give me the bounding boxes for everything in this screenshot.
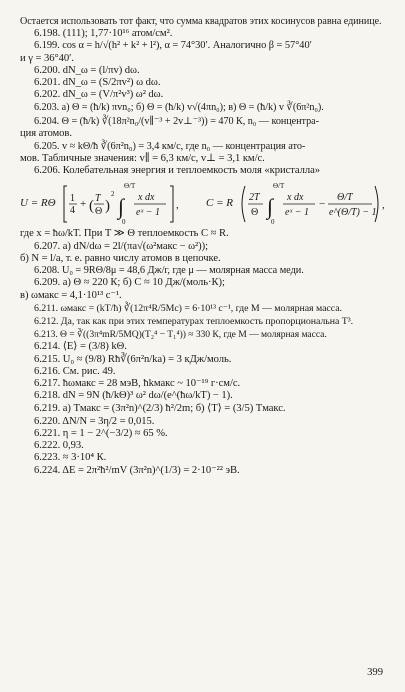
formula-quarter-den: 4: [70, 204, 75, 216]
formula-square: 2: [111, 189, 115, 198]
page-number: 399: [367, 667, 383, 678]
answer-6-214: 6.214. ⟨E⟩ = (3/8) kΘ.: [34, 341, 127, 353]
answer-6-208: 6.208. U₀ = 9RΘ/8μ = 48,6 Дж/г, где μ — молярная масса меди.: [34, 265, 304, 277]
answer-6-220: 6.220. ΔN/N = 3η/2 = 0,015.: [34, 415, 155, 427]
formula-t: T: [95, 192, 101, 204]
formula-integral-2: ∫: [267, 193, 274, 219]
answer-6-222: 6.222. 0,93.: [34, 440, 84, 452]
formula-6-206: [20, 180, 391, 226]
formula-int1-upper: Θ/T: [124, 181, 136, 190]
answer-6-216: 6.216. См. рис. 49.: [34, 365, 116, 377]
formula-comma-2: ,: [382, 198, 385, 211]
answer-6-198: 6.198. (111); 1,77·10¹⁶ атом/см².: [34, 28, 173, 40]
answer-6-199: 6.199. cos α = h/√(h² + k² + l²), α = 74°30′. Аналогично β = 57°40′: [34, 40, 312, 52]
answer-6-206-cont: где x = ħω/kT. При T ≫ Θ теплоемкость C ≈ R.: [20, 227, 229, 239]
answer-6-203: 6.203. а) Θ = (ħ/k) πvn₀; б) Θ = (ħ/k) v√(4πn₀); в) Θ = (ħ/k) v ∛(6π²n₀).: [34, 102, 324, 114]
formula-quarter-num: 1: [70, 192, 75, 204]
answer-6-200: 6.200. dN_ω = (l/πv) dω.: [34, 64, 140, 76]
formula-plus: +: [80, 197, 87, 210]
formula-minus: −: [319, 197, 326, 210]
formula-two-t: 2T: [249, 191, 260, 203]
formula-integrand1-den: eˣ − 1: [136, 206, 161, 218]
answer-6-209-c: в) ωмакс = 4,1·10¹³ с⁻¹.: [20, 289, 122, 301]
answer-6-224: 6.224. ΔE = 2π²ħ²/mV (3π²n)^(1/3) = 2·10⁻²² эВ.: [34, 464, 240, 476]
answer-6-215: 6.215. U₀ ≈ (9/8) Rħ∛(6π²n/ka) = 3 кДж/моль.: [34, 353, 232, 365]
formula-theta: Θ: [95, 205, 103, 217]
answer-6-211: 6.211. ωмакс = (kT/ħ) ∛(12π⁴R/5Mc) = 6·10¹³ с⁻¹, где M — молярная масса.: [34, 302, 342, 314]
formula-integrand1-num: x dx: [138, 191, 155, 203]
answer-6-204: 6.204. Θ = (ħ/k) ∛(18π²n₀/(v∥⁻³ + 2v⊥⁻³)) = 470 К, n₀ — концентра-: [34, 115, 319, 127]
answer-6-202: 6.202. dN_ω = (V/π²v³) ω² dω.: [34, 89, 164, 101]
answer-6-221: 6.221. η = 1 − 2^(−3/2) ≈ 65 %.: [34, 427, 168, 439]
formula-theta-2: Θ: [251, 206, 259, 218]
answer-6-199-cont: и γ = 36°40′.: [20, 52, 75, 64]
formula-int2-lower: 0: [271, 217, 275, 226]
formula-int1-lower: 0: [122, 217, 126, 226]
answer-6-219: 6.219. а) Tмакс = (3π²n)^(2/3) ħ²/2m; б) ⟨T⟩ = (3/5) Tмакс.: [34, 403, 286, 415]
formula-u-lhs: U = RΘ: [20, 196, 56, 209]
answer-6-209: 6.209. а) Θ ≈ 220 К; б) C ≈ 10 Дж/(моль·К);: [34, 277, 225, 289]
formula-c-lhs: C = R: [206, 196, 233, 209]
answer-6-213: 6.213. Θ = ∛((3π⁴mR/5MQ)(T₂⁴ − T₁⁴)) ≈ 330 К, где M — молярная масса.: [34, 329, 327, 341]
formula-frac2-num: Θ/T: [337, 191, 353, 203]
answer-6-207-b: б) N = l/a, т. е. равно числу атомов в цепочке.: [20, 253, 221, 265]
answer-6-204-cont: ция атомов.: [20, 127, 72, 139]
answer-6-223: 6.223. ≈ 3·10⁴ К.: [34, 452, 107, 464]
text-line-continuation: Остается использовать тот факт, что сумма квадратов этих косинусов равна единице.: [20, 16, 382, 27]
formula-frac2-den: e^(Θ/T) − 1: [329, 206, 377, 218]
formula-paren-open: (: [89, 197, 94, 214]
formula-paren-close: ): [105, 197, 110, 214]
formula-comma: ,: [176, 198, 179, 211]
formula-integral-1: ∫: [118, 193, 125, 219]
formula-integrand2-num: x dx: [287, 191, 304, 203]
answer-6-212: 6.212. Да, так как при этих температурах теплоемкость пропорциональна T³.: [34, 316, 354, 328]
answer-6-205: 6.205. v ≈ kΘ/ħ ∛(6π²n₀) = 3,4 км/с, где n₀ — концентрация ато-: [34, 141, 306, 153]
formula-integrand2-den: eˣ − 1: [285, 206, 310, 218]
answer-6-218: 6.218. dN = 9N (ħ/kΘ)³ ω² dω/(e^(ħω/kT) − 1).: [34, 390, 233, 402]
answer-6-207: 6.207. а) dN/dω = 2l/(πa√(ω²макс − ω²));: [34, 240, 209, 252]
answer-6-206: 6.206. Колебательная энергия и теплоемкость моля «кристалла»: [34, 165, 321, 177]
answer-6-205-cont: мов. Табличные значения: v∥ = 6,3 км/с, v⊥ = 3,1 км/с.: [20, 153, 265, 165]
answer-6-201: 6.201. dN_ω = (S/2πv²) ω dω.: [34, 77, 161, 89]
answer-6-217: 6.217. ħωмакс = 28 мэВ, ħkмакс ~ 10⁻¹⁹ г·см/с.: [34, 378, 241, 390]
formula-int2-upper: Θ/T: [273, 181, 285, 190]
